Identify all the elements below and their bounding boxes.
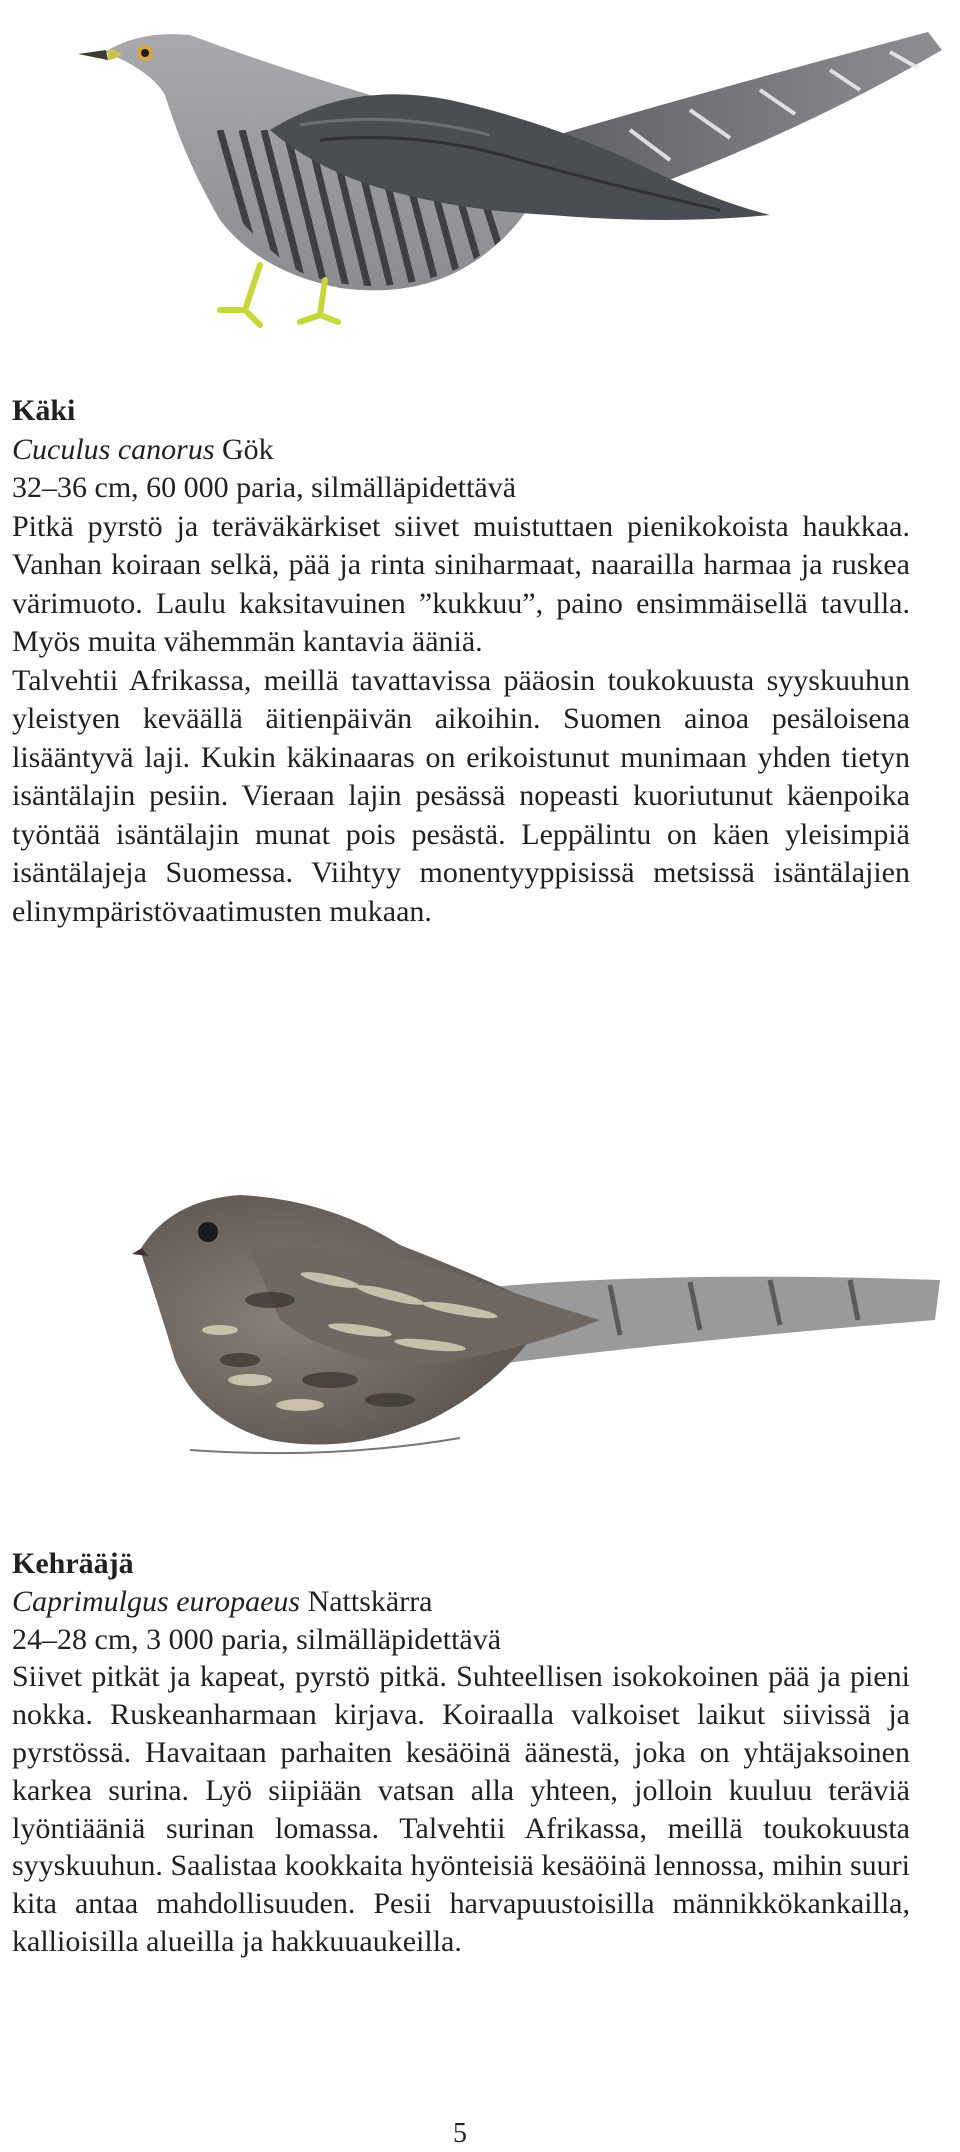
species-entry-kehraaja: [12, 1545, 910, 1961]
cuckoo-illustration: [70, 10, 950, 340]
species-entry-kaki: [12, 392, 910, 931]
swedish-name: Nattskärra: [307, 1584, 433, 1618]
page-number: 5: [453, 2118, 467, 2149]
nightjar-illustration: [130, 1180, 950, 1510]
species-name: Kehrääjä: [12, 1547, 134, 1580]
swedish-name: Gök: [222, 432, 274, 466]
species-name: Käki: [12, 394, 76, 427]
description-paragraph: Siivet pitkät ja kapeat, pyrstö pitkä. Suhteellisen isokokoinen pää ja pieni nokka. Ruskeanharmaan kirjava. Koiraalla valkoiset laikut siivissä ja pyrstössä. Havaitaan parhaiten kesäöinä äänestä, joka on yhtäjaksoinen karkea surina. Lyö siipiään vatsan alla yhteen, jolloin kuuluu teräviä lyöntiääniä surinan lomassa. Talvehtii Afrikassa, meillä toukokuusta syyskuuhun. Saalistaa kookkaita hyönteisiä kesäöinä lennossa, mihin suuri kita antaa mahdollisuuden. Pesii harvapuustoisilla männikkökankailla, kallioisilla alueilla ja hakkuuaukeilla.: [12, 1660, 910, 1958]
species-stats: 32–36 cm, 60 000 paria, silmälläpidettävä: [12, 471, 517, 504]
latin-name: Caprimulgus europaeus: [12, 1584, 301, 1618]
latin-name: Cuculus canorus: [12, 432, 215, 466]
description-paragraph: Pitkä pyrstö ja teräväkärkiset siivet muistuttaen pienikokoista haukkaa. Vanhan koiraan selkä, pää ja rinta siniharmaat, naarailla harmaa ja ruskea värimuoto. Laulu kaksitavuinen ”kukkuu”, paino ensimmäisellä tavulla. Myös muita vähemmän kantavia ääniä.: [12, 509, 910, 658]
description-paragraph: Talvehtii Afrikassa, meillä tavattavissa pääosin toukokuusta syyskuuhun yleistyen keväällä äitienpäivän aikoihin. Suomen ainoa pesäloisena lisääntyvä laji. Kukin käkinaaras on erikoistunut munimaan yhden tietyn isäntälajin pesiin. Vieraan lajin pesässä nopeasti kuoriutunut käenpoika työntää isäntälajin munat pois pesästä. Leppälintu on käen yleisimpiä isäntälajeja Suomessa. Viihtyy monentyyppisissä metsissä isäntälajien elinympäristövaatimusten mukaan.: [12, 663, 910, 928]
species-stats: 24–28 cm, 3 000 paria, silmälläpidettävä: [12, 1622, 502, 1656]
